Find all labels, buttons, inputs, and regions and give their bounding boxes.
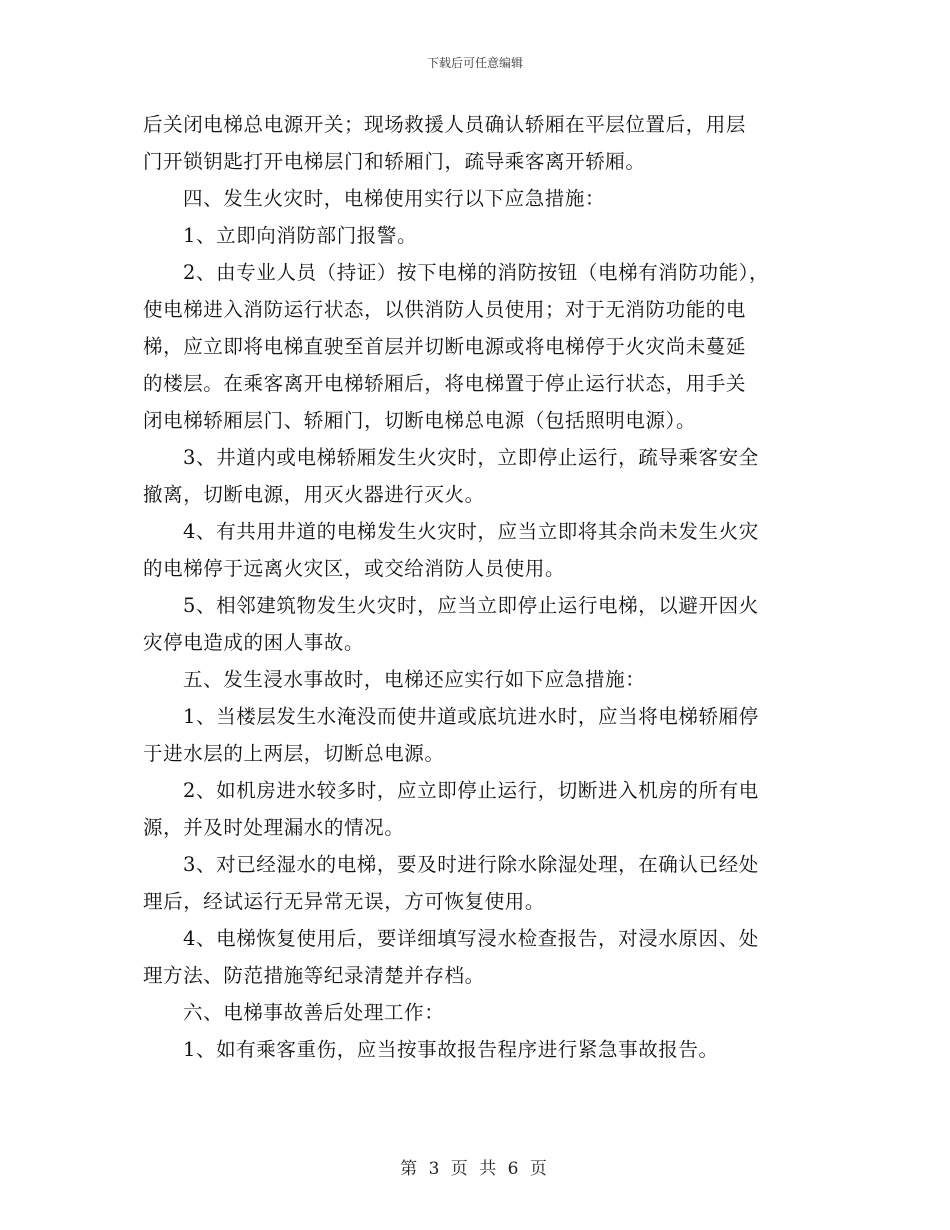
text-line: 2、由专业人员（持证）按下电梯的消防按钮（电梯有消防功能），	[183, 261, 770, 284]
text-line: 5、相邻建筑物发生火灾时，应当立即停止运行电梯，以避开因火	[183, 594, 759, 617]
text-line: 四、发生火灾时，电梯使用实行以下应急措施：	[183, 187, 606, 210]
text-line: 理方法、防范措施等纪录清楚并存档。	[143, 964, 485, 987]
document-body	[143, 106, 813, 1068]
text-line: 3、井道内或电梯轿厢发生火灾时，立即停止运行，疏导乘客安全	[183, 446, 759, 469]
text-line: 3、对已经湿水的电梯，要及时进行除水除湿处理，在确认已经处	[183, 853, 759, 876]
text-line: 使电梯进入消防运行状态，以供消防人员使用；对于无消防功能的电	[143, 298, 747, 321]
text-line: 五、发生浸水事故时，电梯还应实行如下应急措施：	[183, 668, 646, 691]
text-line: 的楼层。在乘客离开电梯轿厢后，将电梯置于停止运行状态，用手关	[143, 372, 747, 395]
text-line: 灾停电造成的困人事故。	[143, 631, 365, 654]
text-line: 1、立即向消防部门报警。	[183, 224, 418, 247]
text-line: 1、当楼层发生水淹没而使井道或底坑进水时，应当将电梯轿厢停	[183, 705, 759, 728]
page-number: 第 3 页 共 6 页	[400, 1159, 550, 1179]
text-line: 于进水层的上两层，切断总电源。	[143, 742, 445, 765]
text-line: 六、电梯事故善后处理工作：	[183, 1001, 445, 1024]
text-line: 2、如机房进水较多时，应立即停止运行，切断进入机房的所有电	[183, 779, 759, 802]
text-line: 撤离，切断电源，用灭火器进行灭火。	[143, 483, 485, 506]
text-line: 的电梯停于远离火灾区，或交给消防人员使用。	[143, 557, 566, 580]
text-line: 源，并及时处理漏水的情况。	[143, 816, 405, 839]
text-line: 1、如有乘客重伤，应当按事故报告程序进行紧急事故报告。	[183, 1038, 719, 1061]
text-line: 4、有共用井道的电梯发生火灾时，应当立即将其余尚未发生火灾	[183, 520, 759, 543]
text-line: 4、电梯恢复使用后，要详细填写浸水检查报告，对浸水原因、处	[183, 927, 759, 950]
text-line: 后关闭电梯总电源开关；现场救援人员确认轿厢在平层位置后，用层	[143, 113, 747, 136]
page-header: 下载后可任意编辑	[426, 56, 523, 70]
text-line: 门开锁钥匙打开电梯层门和轿厢门，疏导乘客离开轿厢。	[143, 150, 646, 173]
text-line: 理后，经试运行无异常无误，方可恢复使用。	[143, 890, 546, 913]
text-line: 闭电梯轿厢层门、轿厢门，切断电梯总电源（包括照明电源）。	[143, 409, 697, 432]
text-line: 梯，应立即将电梯直驶至首层并切断电源或将电梯停于火灾尚未蔓延	[143, 335, 747, 358]
